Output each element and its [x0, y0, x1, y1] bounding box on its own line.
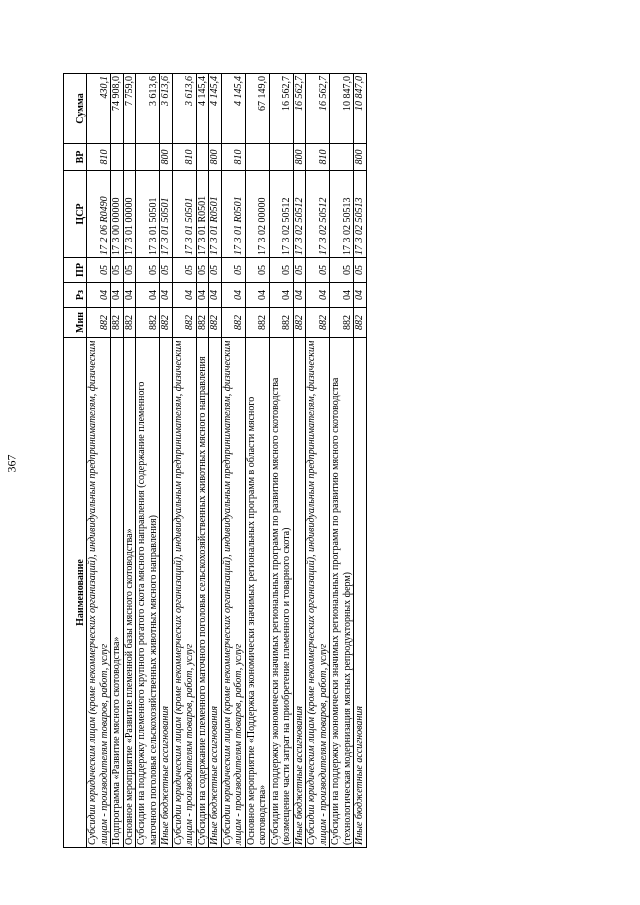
- cell-sum: 4 145,4: [209, 74, 222, 144]
- cell-min: 882: [87, 308, 111, 338]
- cell-csr: 17 3 00 00000: [111, 171, 124, 258]
- cell-csr: 17 3 02 50513: [354, 171, 367, 258]
- cell-vr: 810: [87, 144, 111, 171]
- table-row: [330, 74, 354, 848]
- header-csr: ЦСР: [64, 171, 87, 258]
- cell-vr: 810: [172, 144, 196, 171]
- cell-sum: 16 562,7: [293, 74, 306, 144]
- table-row: [196, 74, 209, 848]
- cell-name: Иные бюджетные ассигнования: [209, 338, 222, 848]
- cell-name: Субсидии на поддержку племенного крупного рогатого скота мясного направления (содержание племенного маточного поголовья сельскохозяйственных животных мясного направления): [136, 338, 160, 848]
- cell-pr: 05: [196, 258, 209, 283]
- cell-name: Субсидии на содержание племенного маточного поголовья сельскохозяйственных животных мясного направления: [196, 338, 209, 848]
- cell-csr: 17 2 06 R0490: [87, 171, 111, 258]
- cell-vr: 800: [160, 144, 173, 171]
- cell-pr: 05: [172, 258, 196, 283]
- cell-name: Субсидии юридическим лицам (кроме некоммерческих организаций), индивидуальным предпринимателям, физическим лицам - производителям товаров, работ, услуг: [87, 338, 111, 848]
- cell-min: 882: [160, 308, 173, 338]
- cell-pr: 05: [269, 258, 293, 283]
- cell-sum: 67 149,0: [245, 74, 269, 144]
- table-row: [111, 74, 124, 848]
- cell-min: 882: [123, 308, 136, 338]
- cell-rz: 04: [293, 283, 306, 308]
- cell-sum: 7 759,0: [123, 74, 136, 144]
- table-row: [160, 74, 173, 848]
- cell-pr: 05: [209, 258, 222, 283]
- cell-name: Иные бюджетные ассигнования: [354, 338, 367, 848]
- cell-min: 882: [196, 308, 209, 338]
- cell-min: 882: [293, 308, 306, 338]
- header-name: Наименование: [64, 338, 87, 848]
- cell-vr: [245, 144, 269, 171]
- cell-rz: 04: [354, 283, 367, 308]
- cell-pr: 05: [136, 258, 160, 283]
- cell-pr: 05: [160, 258, 173, 283]
- header-row: [64, 74, 87, 848]
- cell-pr: 05: [330, 258, 354, 283]
- header-vr: ВР: [64, 144, 87, 171]
- cell-sum: 4 145,4: [221, 74, 245, 144]
- cell-pr: 05: [306, 258, 330, 283]
- cell-csr: 17 3 02 00000: [245, 171, 269, 258]
- table-row: [245, 74, 269, 848]
- cell-sum: 3 613,6: [172, 74, 196, 144]
- table-row: [123, 74, 136, 848]
- cell-pr: 05: [123, 258, 136, 283]
- cell-pr: 05: [221, 258, 245, 283]
- cell-name: Подпрограмма «Развитие мясного скотоводства»: [111, 338, 124, 848]
- cell-pr: 05: [87, 258, 111, 283]
- cell-min: 882: [172, 308, 196, 338]
- cell-min: 882: [221, 308, 245, 338]
- cell-sum: 3 613,6: [160, 74, 173, 144]
- cell-sum: 3 613,6: [136, 74, 160, 144]
- cell-min: 882: [209, 308, 222, 338]
- cell-vr: [136, 144, 160, 171]
- cell-name: Субсидии юридическим лицам (кроме некоммерческих организаций), индивидуальным предпринимателям, физическим лицам - производителям товаров, работ, услуг: [172, 338, 196, 848]
- cell-csr: 17 3 02 50513: [330, 171, 354, 258]
- table-row: [306, 74, 330, 848]
- cell-csr: 17 3 02 50512: [269, 171, 293, 258]
- cell-rz: 04: [160, 283, 173, 308]
- cell-min: 882: [136, 308, 160, 338]
- table-row: [136, 74, 160, 848]
- header-rz: Рз: [64, 283, 87, 308]
- cell-name: Субсидии на поддержку экономически значимых региональных программ по развитию мясного скотоводства (возмещение части затрат на приобретение племенного и товарного скота): [269, 338, 293, 848]
- cell-rz: 04: [196, 283, 209, 308]
- cell-sum: 16 562,7: [269, 74, 293, 144]
- page-number: 367: [4, 454, 19, 473]
- cell-sum: 16 562,7: [306, 74, 330, 144]
- cell-min: 882: [245, 308, 269, 338]
- cell-sum: 10 847,0: [330, 74, 354, 144]
- header-min: Мин: [64, 308, 87, 338]
- table-row: [209, 74, 222, 848]
- budget-table: [63, 73, 367, 848]
- cell-sum: 430,1: [87, 74, 111, 144]
- cell-name: Основное мероприятие «Развитие племенной базы мясного скотоводства»: [123, 338, 136, 848]
- cell-min: 882: [111, 308, 124, 338]
- cell-csr: 17 3 01 R0501: [196, 171, 209, 258]
- cell-csr: 17 3 01 50501: [172, 171, 196, 258]
- cell-vr: [330, 144, 354, 171]
- cell-name: Иные бюджетные ассигнования: [160, 338, 173, 848]
- table-row: [221, 74, 245, 848]
- cell-name: Субсидии на поддержку экономически значимых региональных программ по развитию мясного скотоводства (технологическая модернизация мясных репродукторных ферм): [330, 338, 354, 848]
- cell-rz: 04: [111, 283, 124, 308]
- cell-rz: 04: [221, 283, 245, 308]
- cell-min: 882: [354, 308, 367, 338]
- cell-name: Иные бюджетные ассигнования: [293, 338, 306, 848]
- cell-name: Основное мероприятие «Поддержка экономически значимых региональных программ в области мясного скотоводства»: [245, 338, 269, 848]
- cell-sum: 4 145,4: [196, 74, 209, 144]
- cell-min: 882: [306, 308, 330, 338]
- header-pr: ПР: [64, 258, 87, 283]
- cell-rz: 04: [209, 283, 222, 308]
- cell-vr: 810: [221, 144, 245, 171]
- cell-vr: 810: [306, 144, 330, 171]
- cell-csr: 17 3 01 50501: [160, 171, 173, 258]
- cell-csr: 17 3 02 50512: [306, 171, 330, 258]
- cell-rz: 04: [172, 283, 196, 308]
- cell-csr: 17 3 01 R0501: [221, 171, 245, 258]
- cell-rz: 04: [330, 283, 354, 308]
- cell-sum: 10 847,0: [354, 74, 367, 144]
- cell-sum: 74 908,0: [111, 74, 124, 144]
- cell-rz: 04: [136, 283, 160, 308]
- cell-vr: [111, 144, 124, 171]
- cell-vr: [269, 144, 293, 171]
- cell-vr: 800: [293, 144, 306, 171]
- cell-min: 882: [269, 308, 293, 338]
- table-row: [87, 74, 111, 848]
- cell-csr: 17 3 01 00000: [123, 171, 136, 258]
- cell-pr: 05: [354, 258, 367, 283]
- table-row: [354, 74, 367, 848]
- cell-vr: 800: [209, 144, 222, 171]
- cell-rz: 04: [306, 283, 330, 308]
- cell-csr: 17 3 01 50501: [136, 171, 160, 258]
- cell-rz: 04: [245, 283, 269, 308]
- cell-vr: [196, 144, 209, 171]
- header-sum: Сумма: [64, 74, 87, 144]
- cell-name: Субсидии юридическим лицам (кроме некоммерческих организаций), индивидуальным предпринимателям, физическим лицам - производителям товаров, работ, услуг: [306, 338, 330, 848]
- cell-vr: [123, 144, 136, 171]
- cell-pr: 05: [293, 258, 306, 283]
- cell-rz: 04: [87, 283, 111, 308]
- cell-rz: 04: [269, 283, 293, 308]
- table-row: [293, 74, 306, 848]
- cell-csr: 17 3 02 50512: [293, 171, 306, 258]
- cell-csr: 17 3 01 R0501: [209, 171, 222, 258]
- cell-min: 882: [330, 308, 354, 338]
- cell-name: Субсидии юридическим лицам (кроме некоммерческих организаций), индивидуальным предпринимателям, физическим лицам - производителям товаров, работ, услуг: [221, 338, 245, 848]
- cell-pr: 05: [111, 258, 124, 283]
- cell-rz: 04: [123, 283, 136, 308]
- table-row: [172, 74, 196, 848]
- table-row: [269, 74, 293, 848]
- cell-pr: 05: [245, 258, 269, 283]
- rotated-table-container: [63, 74, 595, 848]
- cell-vr: 800: [354, 144, 367, 171]
